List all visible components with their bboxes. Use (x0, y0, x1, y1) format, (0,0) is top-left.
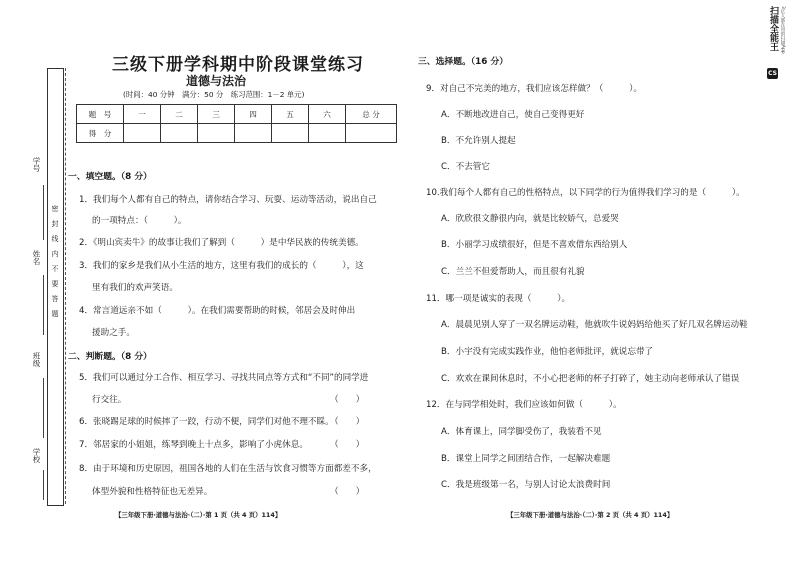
school-field (43, 470, 44, 500)
score-table-header-row (77, 105, 397, 124)
question-5-line-2: 行交往。 (92, 395, 127, 405)
question-12: 12．在与同学相处时，我们应该如何做（ ）。 (426, 400, 622, 410)
question-11-option-c[interactable]: C．欢欢在课间休息时，不小心把老师的杯子打碎了，她主动向老师承认了错误 (441, 374, 740, 384)
score-cell[interactable] (161, 124, 198, 143)
question-10-option-a[interactable]: A．欣欣很文静很内向，就是比较娇气，总爱哭 (441, 214, 619, 224)
score-cell[interactable] (198, 124, 235, 143)
answer-bracket-6[interactable]: （ ） (330, 417, 365, 427)
score-cell[interactable] (235, 124, 272, 143)
exam-info: (时间：40 分钟 满分：50 分 练习范围：1－2 单元) (123, 90, 305, 99)
name-field (43, 275, 44, 335)
question-11-option-b[interactable]: B．小宇没有完成实践作业，他怕老师批评，就说忘带了 (441, 347, 654, 357)
table-cell: 五 (272, 105, 309, 124)
question-10-option-b[interactable]: B．小丽学习成绩很好，但是不喜欢借东西给别人 (441, 240, 628, 250)
question-1-line-2: 的一项特点：（ ）。 (92, 216, 187, 226)
score-table-score-row (77, 124, 397, 143)
score-cell[interactable] (124, 124, 161, 143)
question-12-option-a[interactable]: A．体育课上，同学脚受伤了，我装看不见 (441, 427, 602, 437)
question-9: 9．对自己不完美的地方，我们应该怎样做？（ ）。 (426, 84, 643, 94)
right-page-footer: 【三年级下册·道德与法治·（二）·第 2 页（共 4 页）114】 (507, 511, 674, 519)
question-12-option-b[interactable]: B．课堂上同学之间团结合作，一起解决难题 (441, 454, 611, 464)
question-5-line-1: 5．我们可以通过分工合作、相互学习、寻找共同点等方式和“不同”的同学进 (79, 373, 369, 383)
school-label: 学校 (32, 448, 41, 463)
question-9-option-a[interactable]: A．不断地改进自己，使自己变得更好 (441, 110, 585, 120)
question-1-line-1: 1．我们每个人都有自己的特点，请你结合学习、玩耍、运动等活动，说出自己 (79, 195, 377, 205)
question-10-option-c[interactable]: C．兰兰不但爱帮助人，而且很有礼貌 (441, 267, 585, 277)
scanner-logo-icon: CS (768, 70, 777, 77)
page-subtitle: 道德与法治 (186, 74, 247, 88)
score-cell[interactable] (309, 124, 346, 143)
student-id-field (43, 185, 44, 240)
question-12-option-c[interactable]: C．我是班级第一名，与别人讨论太浪费时间 (441, 480, 611, 490)
table-cell: 六 (309, 105, 346, 124)
seal-notice: 密 封 线 内 不 要 答 题 (51, 205, 59, 317)
table-cell: 四 (235, 105, 272, 124)
question-3-line-1: 3．我们的家乡是我们从小生活的地方，这里有我们的成长的（ ），这 (79, 261, 364, 271)
question-4-line-1: 4．常言道远亲不如（ ）。在我们需要帮助的时候，邻居会及时伸出 (79, 306, 356, 316)
score-table (76, 104, 397, 143)
table-cell: 得 分 (77, 124, 124, 143)
question-9-option-c[interactable]: C．不去管它 (441, 162, 490, 172)
answer-bracket-5[interactable]: （ ） (330, 395, 365, 405)
table-cell: 题 号 (77, 105, 124, 124)
question-10: 10.我们每个人都有自己的性格特点，以下同学的行为值得我们学习的是（ ）。 (426, 188, 745, 198)
scanner-tagline: 3亿人都在用的扫描App (780, 6, 785, 54)
table-cell: 一 (124, 105, 161, 124)
question-11-option-a[interactable]: A．晨晨见别人穿了一双名牌运动鞋，他就吹牛说妈妈给他买了好几双名牌运动鞋 (441, 320, 748, 330)
class-label: 班级 (32, 352, 41, 367)
question-3-line-2: 里有我们的欢声笑语。 (92, 283, 178, 293)
answer-bracket-7[interactable]: （ ） (330, 440, 365, 450)
seal-dashed-line (65, 68, 66, 504)
name-label: 姓名 (32, 250, 41, 265)
class-field (43, 378, 44, 438)
table-cell: 二 (161, 105, 198, 124)
table-cell: 三 (198, 105, 235, 124)
answer-bracket-8[interactable]: （ ） (330, 487, 365, 497)
question-7: 7．邻居家的小姐姐，练琴到晚上十点多，影响了小虎休息。 (79, 440, 308, 450)
score-cell[interactable] (272, 124, 309, 143)
question-2: 2．《明山宾卖牛》的故事让我们了解到（ ）是中华民族的传统美德。 (79, 238, 364, 248)
question-9-option-b[interactable]: B．不允许别人提起 (441, 136, 516, 146)
question-8-line-2: 体型外貌和性格特征也无差异。 (92, 487, 213, 497)
scanner-brand-text: 扫描全能王 (768, 6, 778, 51)
section-2-heading: 二、判断题。（8 分） (68, 352, 152, 362)
page-title: 三级下册学科期中阶段课堂练习 (112, 55, 364, 75)
question-6: 6．张晓踢足球的时候摔了一跤，行动不便，同学们对他不理不睬。 (79, 417, 334, 427)
score-cell[interactable] (346, 124, 397, 143)
question-11: 11．哪一项是诚实的表现（ ）。 (426, 294, 571, 304)
student-id-label: 学号 (32, 157, 41, 172)
left-page-footer: 【三年级下册·道德与法治·（二）·第 1 页（共 4 页）114】 (115, 511, 282, 519)
question-4-line-2: 援助之手。 (92, 328, 135, 338)
question-8-line-1: 8．由于环境和历史原因，祖国各地的人们在生活与饮食习惯等方面都差不多， (79, 464, 377, 474)
section-1-heading: 一、填空题。（8 分） (68, 172, 152, 182)
table-cell: 总 分 (346, 105, 397, 124)
section-3-heading: 三、选择题。（16 分） (418, 57, 509, 67)
